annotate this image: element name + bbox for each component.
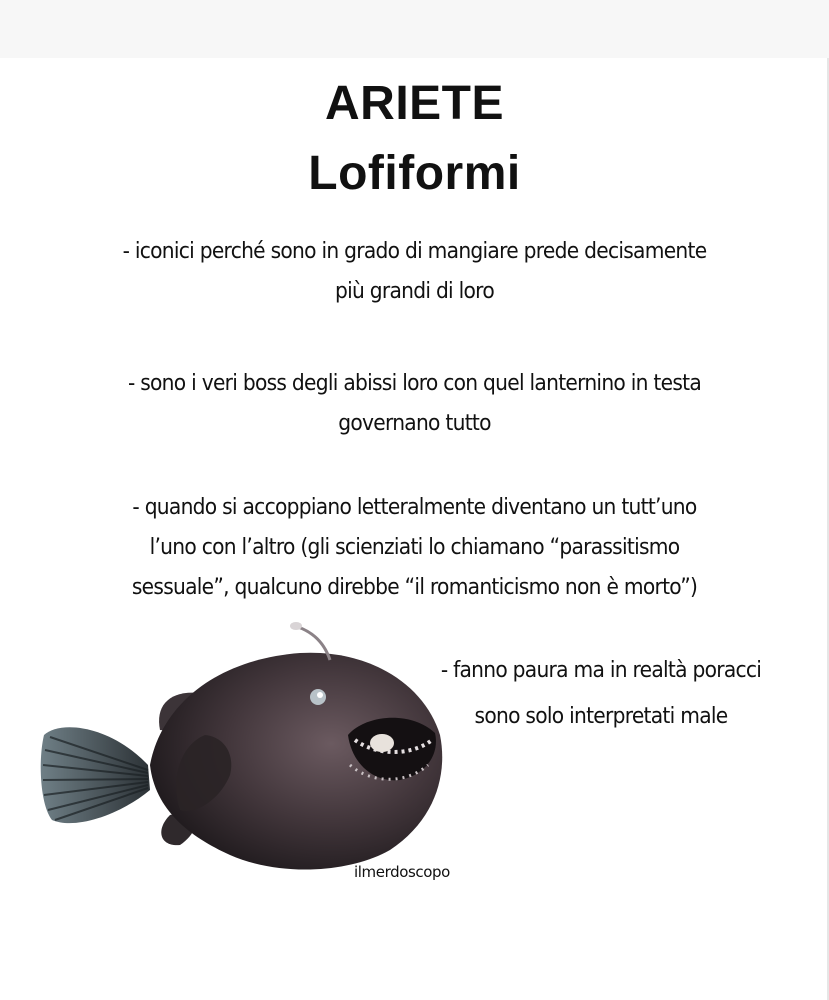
point-2-line-1: - sono i veri boss degli abissi loro con quel lanternino in testa	[127, 371, 702, 396]
anglerfish-image	[30, 615, 460, 885]
point-2	[88, 364, 740, 444]
point-3-line-3: sessuale”, qualcuno direbbe “il romanticismo non è morto”)	[131, 575, 698, 600]
zodiac-sign-title: ARIETE	[324, 77, 504, 130]
point-3	[88, 488, 740, 608]
point-4-line-1: - fanno paura ma in realtà poracci	[440, 658, 762, 683]
credit-watermark: ilmerdoscopo	[354, 863, 450, 881]
point-4-line-2: sono solo interpretati male	[474, 704, 728, 729]
point-3-line-1: - quando si accoppiano letteralmente diventano un tutt’uno	[132, 495, 697, 520]
point-1	[88, 232, 740, 312]
top-band	[0, 0, 829, 58]
point-2-line-2: governano tutto	[338, 411, 491, 436]
point-3-line-2: l’uno con l’altro (gli scienziati lo chiamano “parassitismo	[149, 535, 680, 560]
point-1-line-2: più grandi di loro	[335, 279, 494, 304]
animal-title: Lofiformi	[308, 147, 521, 200]
point-4	[412, 648, 789, 740]
point-1-line-1: - iconici perché sono in grado di mangiare prede decisamente	[122, 239, 707, 264]
tail-fin	[41, 727, 150, 823]
